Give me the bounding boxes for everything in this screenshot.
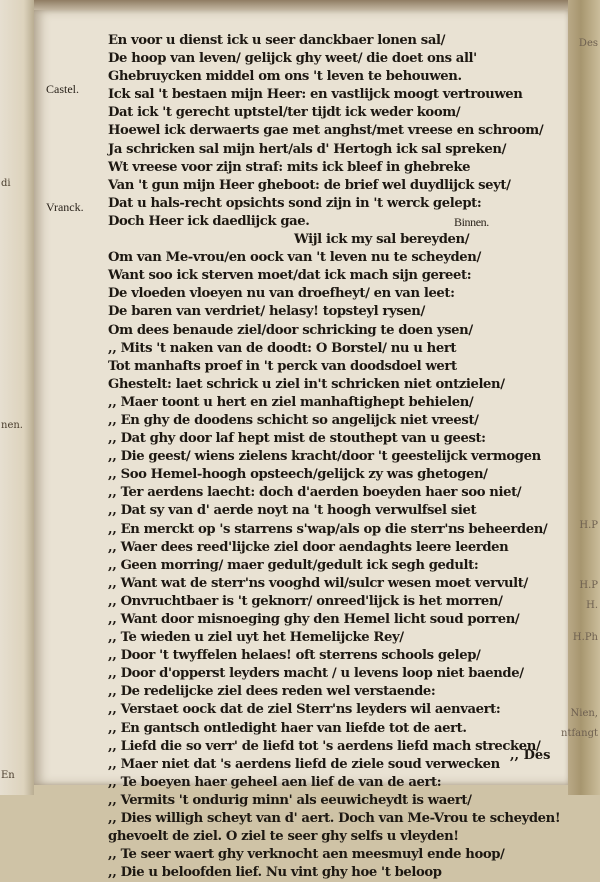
verse-line: ,, Verstaet oock dat de ziel Sterr'ns leyders wil aenvaert: xyxy=(108,702,501,718)
right-margin-fragment: H.Ph xyxy=(572,632,598,643)
right-margin-fragment: H.P xyxy=(579,520,598,531)
verse-line: ,, Dat ghy door laf hept mist de stouthept van u geest: xyxy=(108,431,486,447)
verse-line: ,, Maer niet dat 's aerdens liefd de ziele soud verwecken xyxy=(108,756,500,772)
right-margin-fragment: ntfangt xyxy=(561,728,598,739)
verse-line: Wijl ick my sal bereyden/ xyxy=(294,232,470,248)
verse-line: ,, Door d'opperst leyders macht / u levens loop niet baende/ xyxy=(108,666,524,682)
verse-line: ,, Vermits 't ondurig minn' als eeuwicheydt is waert/ xyxy=(108,792,472,808)
verse-line: ,, Ter aerdens laecht: doch d'aerden boeyden haer soo niet/ xyxy=(108,485,522,501)
right-margin-fragment: Des xyxy=(578,38,598,49)
left-page-fragment: nen. xyxy=(1,420,23,431)
verse-line: Ghestelt: laet schrick u ziel in't schricken niet ontzielen/ xyxy=(108,376,505,392)
verse-line: ,, Dies willigh scheyt van d' aert. Doch van Me-Vrou te scheyden! xyxy=(108,811,561,827)
verse-line: ,, Die u beloofden lief. Nu vint ghy hoe 't beloop xyxy=(108,865,442,881)
verse-line: ghevoelt de ziel. O ziel te seer ghy selfs u vleyden! xyxy=(108,829,459,845)
speaker-label-vranck: Vranck. xyxy=(46,200,84,214)
verse-line: ,, Te seer waert ghy verknocht aen meesmuyl ende hoop/ xyxy=(108,847,505,863)
verse-line: De vloeden vloeyen nu van droefheyt/ en van leet: xyxy=(108,286,455,302)
verse-line: ,, De redelijcke ziel dees reden wel verstaende: xyxy=(108,684,436,700)
verse-line: ,, Waer dees reed'lijcke ziel door aendaghts leere leerden xyxy=(108,539,509,555)
verse-line: ,, Mits 't naken van de doodt: O Borstel/ nu u hert xyxy=(108,340,457,356)
verse-line: Want soo ick sterven moet/dat ick mach sijn gereet: xyxy=(108,268,472,284)
verse-line: ,, En merckt op 's starrens s'wap/als op die sterr'ns beheerden/ xyxy=(108,521,548,537)
verse-line: ,, En ghy de doodens schicht so angelijck niet vreest/ xyxy=(108,412,479,428)
verse-line: ,, En gantsch ontledight haer van liefde tot de aert. xyxy=(108,720,467,736)
verse-line: Ja schricken sal mijn hert/als d' Hertogh ick sal spreken/ xyxy=(108,141,506,157)
verse-line: ,, Die geest/ wiens zielens kracht/door 't geestelijck vermogen xyxy=(108,449,541,465)
verse-line: Hoewel ick derwaerts gae met anghst/met vreese en schroom/ xyxy=(108,123,544,139)
right-margin-fragment: H. xyxy=(586,600,598,611)
right-margin-fragment: H.P xyxy=(579,580,598,591)
verse-line: Van 't gun mijn Heer gheboot: de brief wel duydlijck seyt/ xyxy=(108,177,511,193)
verse-line xyxy=(108,213,568,231)
verse-line: Dat ick 't gerecht uptstel/ter tijdt ick weder koom/ xyxy=(108,105,461,121)
verse-line: Dat u hals-recht opsichts sond zijn in 't werck gelept: xyxy=(108,195,482,211)
verse-line: Ick sal 't bestaen mijn Heer: en vastlijck moogt vertrouwen xyxy=(108,87,523,103)
verse-line: Tot manhafts proef in 't perck van doodsdoel wert xyxy=(108,358,457,374)
verse-line: ,, Te boeyen haer geheel aen lief de van de aert: xyxy=(108,774,442,790)
verse-line: ,, Maer toont u hert en ziel manhaftighept behielen/ xyxy=(108,394,474,410)
verse-line: ,, Soo Hemel-hoogh opsteech/gelijck zy was ghetogen/ xyxy=(108,467,488,483)
verse-line: ,, Onvruchtbaer is 't geknorr/ onreed'lijck is het morren/ xyxy=(108,593,503,609)
verse-line: ,, Want wat de sterr'ns vooghd wil/sulcr wesen moet vervult/ xyxy=(108,575,528,591)
book-page xyxy=(34,10,570,881)
verse-line: De baren van verdriet/ helasy! topsteyl rysen/ xyxy=(108,304,425,320)
left-page-fragment: En xyxy=(1,770,15,781)
verse-line: ,, Te wieden u ziel uyt het Hemelijcke Rey/ xyxy=(108,630,404,646)
verse-line: ,, Liefd die so verr' de liefd tot 's aerdens liefd mach strecken/ xyxy=(108,738,541,754)
verse-text xyxy=(108,32,568,882)
verse-line: ,, Door 't twyffelen helaes! oft sterrens schools gelep/ xyxy=(108,648,481,664)
catchword: ,, Des xyxy=(510,748,551,763)
verse-line: Om dees benaude ziel/door schricking te doen ysen/ xyxy=(108,322,473,338)
verse-line: Om van Me-vrou/en oock van 't leven nu te scheyden/ xyxy=(108,250,481,266)
left-page-fragment: di xyxy=(1,178,11,189)
verse-line: De hoop van leven/ gelijck ghy weet/ die doet ons all' xyxy=(108,51,477,67)
right-margin-fragment: Nien, xyxy=(570,708,598,719)
verse-line: ,, Geen morring/ maer gedult/gedult ick segh gedult: xyxy=(108,557,479,573)
verse-line: ,, Want door misnoeging ghy den Hemel licht soud porren/ xyxy=(108,612,520,627)
verse-line: ,, Dat sy van d' aerde noyt na 't hoogh verwulfsel siet xyxy=(108,503,477,519)
verse-line: Ghebruycken middel om ons 't leven te behouwen. xyxy=(108,69,462,85)
verse-line: Wt vreese voor zijn straf: mits ick bleef in ghebreke xyxy=(108,159,471,175)
speaker-label-castel: Castel. xyxy=(46,82,79,96)
right-page-edge xyxy=(561,0,600,795)
verse-line: En voor u dienst ick u seer danckbaer lonen sal/ xyxy=(108,33,445,48)
stage-direction: Binnen. xyxy=(454,214,489,229)
left-page-edge xyxy=(0,0,34,795)
verse-line-text: Doch Heer ick daedlijck gae. xyxy=(108,213,310,229)
